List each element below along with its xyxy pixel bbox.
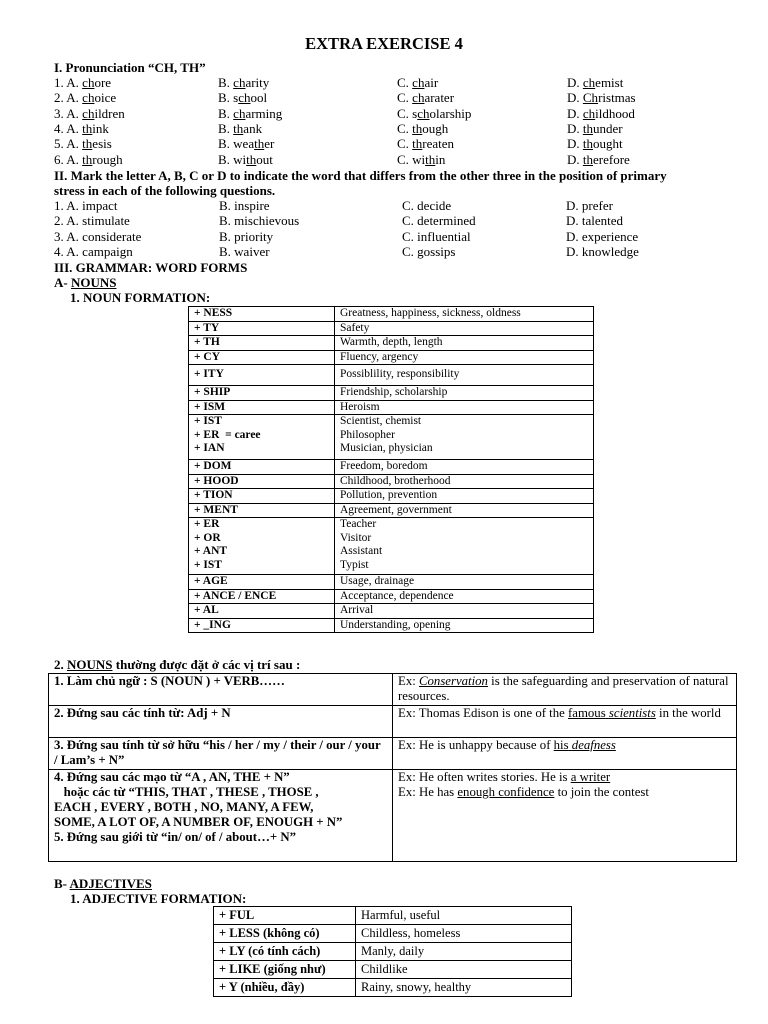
stress-option: 3. A. considerate	[54, 228, 142, 244]
noun-suffix	[189, 518, 335, 575]
table-row	[189, 618, 594, 633]
noun-suffix-line: + DOM	[194, 460, 232, 472]
noun-position-heading	[54, 657, 300, 672]
option-underlined-letters: th	[246, 151, 257, 167]
noun-suffix-line: + IST	[194, 415, 222, 427]
option-suffix: under	[593, 120, 623, 136]
noun-example-line: Safety	[340, 321, 370, 334]
table-row	[49, 674, 737, 706]
adjective-examples: Manly, daily	[356, 943, 572, 961]
np-ex3-u2: deafness	[571, 738, 616, 752]
pronunciation-option	[397, 121, 448, 136]
noun-example-line: Childhood, brotherhood	[340, 474, 451, 487]
stress-option: B. waiver	[219, 243, 270, 259]
option-underlined-letters: ch	[582, 105, 596, 121]
table-row	[189, 604, 594, 619]
np-rule-1: 1. Làm chủ ngữ : S (NOUN ) + VERB……	[49, 674, 393, 706]
noun-example-line: Greatness, happiness, sickness, oldness	[340, 307, 521, 319]
option-underlined-letters: th	[82, 120, 93, 136]
option-prefix: B.	[218, 75, 234, 90]
noun-suffix-line: + MENT	[194, 503, 238, 516]
option-suffix: ool	[250, 90, 268, 106]
option-suffix: oice	[94, 90, 117, 106]
option-prefix: B.	[218, 120, 234, 136]
adjectives-prefix: B-	[54, 876, 70, 891]
noun-examples	[335, 503, 594, 518]
noun-examples	[335, 618, 594, 633]
noun-suffix-line: + ITY	[194, 368, 224, 381]
nouns-prefix: A-	[54, 275, 71, 290]
noun-examples	[335, 604, 594, 619]
np-ex4-2-pre: Ex: He has	[398, 785, 458, 799]
np-heading-num: 2.	[54, 657, 67, 672]
table-row	[189, 460, 594, 475]
page-title: EXTRA EXERCISE 4	[305, 34, 463, 53]
np-rule-4-line3: EACH , EVERY , BOTH , NO, MANY, A FEW,	[54, 800, 314, 814]
noun-suffix-line: + _ING	[194, 618, 231, 631]
option-prefix: 1. A.	[54, 75, 83, 90]
option-underlined-letters: ch	[417, 105, 430, 121]
pronunciation-option	[54, 121, 109, 136]
table-row	[189, 350, 594, 365]
noun-suffix-line: + TY	[194, 321, 220, 334]
np-ex2-u2: scientists	[608, 706, 656, 720]
pronunciation-option	[218, 90, 267, 105]
noun-suffix-line: + TION	[194, 489, 233, 501]
option-prefix: B.	[218, 105, 234, 121]
option-underlined-letters: ch	[233, 75, 246, 90]
option-suffix: emist	[595, 75, 624, 90]
option-suffix: ought	[593, 136, 623, 152]
option-underlined-letters: Ch	[582, 90, 599, 106]
option-prefix: C.	[397, 120, 413, 136]
option-prefix: 5. A.	[54, 136, 83, 152]
noun-examples	[335, 365, 594, 386]
option-underlined-letters: ch	[233, 105, 246, 121]
option-underlined-letters: th	[412, 120, 423, 136]
option-suffix: ore	[94, 75, 112, 90]
table-row	[189, 474, 594, 489]
option-suffix: arming	[245, 105, 283, 121]
pronunciation-option	[397, 152, 445, 167]
option-underlined-letters: ch	[582, 75, 596, 90]
noun-example-line: Visitor	[340, 531, 372, 544]
option-prefix: 2. A.	[54, 90, 83, 106]
np-ex2-post: in the world	[655, 706, 721, 720]
noun-example-line: Assistant	[340, 545, 383, 557]
adjective-examples: Rainy, snowy, healthy	[356, 979, 572, 997]
noun-suffix-line: + HOOD	[194, 474, 239, 487]
noun-examples	[335, 415, 594, 460]
adjective-suffix: + LY (có tính cách)	[214, 943, 356, 961]
option-suffix: out	[256, 151, 273, 167]
noun-suffix	[189, 307, 335, 322]
pronunciation-option	[567, 106, 635, 121]
noun-suffix	[189, 400, 335, 415]
noun-suffix-line: + ER = caree	[194, 428, 261, 441]
option-suffix: air	[424, 75, 439, 90]
stress-option: D. experience	[566, 228, 639, 244]
adjectives-heading	[54, 876, 152, 891]
noun-examples	[335, 307, 594, 322]
option-underlined-letters: th	[233, 120, 244, 136]
noun-suffix	[189, 350, 335, 365]
noun-suffix-line: + AGE	[194, 575, 228, 587]
adjective-formation-heading: 1. ADJECTIVE FORMATION:	[70, 891, 247, 906]
option-suffix: rough	[92, 151, 123, 167]
option-prefix: C.	[397, 136, 413, 152]
noun-examples	[335, 589, 594, 604]
nouns-label: NOUNS	[70, 275, 117, 290]
adjective-examples: Harmful, useful	[356, 907, 572, 925]
pronunciation-option	[397, 136, 454, 151]
stress-option: D. knowledge	[566, 243, 639, 259]
option-underlined-letters: ch	[412, 75, 425, 90]
noun-examples	[335, 386, 594, 401]
pronunciation-option	[397, 106, 471, 121]
table-row	[189, 489, 594, 504]
noun-examples	[335, 518, 594, 575]
pronunciation-option	[54, 75, 111, 90]
adjective-suffix: + LIKE (giống như)	[214, 961, 356, 979]
adjective-suffix: + LESS (không có)	[214, 925, 356, 943]
np-ex4-2-u: enough confidence	[457, 785, 555, 799]
table-row	[189, 307, 594, 322]
pronunciation-option	[397, 75, 438, 90]
pronunciation-option	[567, 90, 636, 105]
table-row	[189, 321, 594, 336]
pronunciation-option	[218, 106, 282, 121]
np-example-1	[393, 674, 737, 706]
np-ex4-line1	[398, 770, 731, 785]
option-prefix: 6. A.	[54, 151, 83, 167]
noun-example-line: Teacher	[340, 518, 377, 530]
noun-example-line: Scientist, chemist	[340, 415, 422, 427]
option-suffix: er	[264, 136, 275, 152]
noun-suffix-line: + NESS	[194, 307, 233, 319]
option-suffix: ank	[243, 120, 263, 136]
table-row	[189, 365, 594, 386]
noun-suffix-line: + SHIP	[194, 386, 231, 398]
option-prefix: D.	[567, 105, 583, 121]
option-suffix: ildhood	[595, 105, 635, 121]
option-suffix: arity	[245, 75, 270, 90]
stress-option: 4. A. campaign	[54, 243, 133, 259]
noun-suffix	[189, 415, 335, 460]
noun-suffix-line: + AL	[194, 604, 219, 616]
np-example-2	[393, 706, 737, 738]
noun-suffix-line: + IAN	[194, 442, 225, 454]
noun-suffix-line: + ANT	[194, 545, 228, 557]
noun-examples	[335, 489, 594, 504]
stress-option: B. mischievous	[219, 213, 300, 229]
option-underlined-letters: ch	[82, 75, 95, 90]
stress-option: B. inspire	[219, 198, 270, 213]
option-suffix: ildren	[94, 105, 125, 121]
table-row	[189, 336, 594, 351]
pronunciation-option	[54, 152, 123, 167]
option-suffix: in	[435, 151, 446, 167]
table-row	[189, 575, 594, 590]
pronunciation-option	[567, 121, 623, 136]
adjective-examples: Childless, homeless	[356, 925, 572, 943]
option-prefix: C. wi	[397, 151, 426, 167]
np-heading-nouns: NOUNS	[67, 657, 113, 672]
noun-suffix-line: + CY	[194, 350, 221, 363]
stress-option: C. gossips	[402, 243, 456, 259]
table-row	[214, 907, 572, 925]
table-row	[214, 979, 572, 997]
adjective-formation-table	[213, 906, 572, 997]
noun-examples	[335, 400, 594, 415]
noun-suffix-line: + TH	[194, 336, 220, 348]
np-rule-4-line4: SOME, A LOT OF, A NUMBER OF, ENOUGH + N”	[54, 815, 343, 829]
table-row	[189, 415, 594, 460]
noun-suffix	[189, 386, 335, 401]
noun-example-line: Heroism	[340, 400, 380, 413]
noun-suffix	[189, 474, 335, 489]
noun-suffix-line: + ISM	[194, 400, 226, 413]
option-prefix: B. wi	[218, 151, 247, 167]
option-prefix: C. s	[397, 105, 418, 121]
noun-examples	[335, 460, 594, 475]
pronunciation-option	[567, 152, 630, 167]
option-prefix: D.	[567, 75, 583, 90]
np-example-4	[393, 770, 737, 862]
noun-suffix	[189, 336, 335, 351]
adjective-examples: Childlike	[356, 961, 572, 979]
stress-option: B. priority	[219, 228, 274, 244]
option-prefix: D.	[567, 90, 583, 106]
np-ex4-line2	[398, 785, 731, 800]
option-underlined-letters: th	[254, 136, 265, 152]
noun-example-line: Pollution, prevention	[340, 489, 438, 501]
np-rule-4-line2: hoặc các từ “THIS, THAT , THESE , THOSE ,	[54, 785, 319, 799]
stress-option: C. decide	[402, 198, 452, 213]
pronunciation-option	[567, 136, 623, 151]
option-prefix: 3. A.	[54, 105, 83, 121]
nouns-heading	[54, 275, 116, 290]
pronunciation-option	[218, 136, 274, 151]
noun-example-line: Acceptance, dependence	[340, 589, 454, 602]
np-ex1-pre: Ex:	[398, 674, 419, 688]
option-suffix: erefore	[593, 151, 630, 167]
option-underlined-letters: th	[412, 136, 423, 152]
option-prefix: C.	[397, 90, 413, 106]
np-ex2-pre: Ex: Thomas Edison is one of the	[398, 706, 569, 720]
adjectives-label: ADJECTIVES	[69, 876, 152, 891]
pronunciation-option	[218, 121, 262, 136]
pronunciation-option	[218, 75, 269, 90]
noun-example-line: Warmth, depth, length	[340, 336, 443, 348]
noun-example-line: Usage, drainage	[340, 575, 415, 587]
noun-formation-heading: 1. NOUN FORMATION:	[70, 290, 211, 305]
noun-examples	[335, 321, 594, 336]
noun-examples	[335, 575, 594, 590]
option-suffix: ough	[422, 120, 449, 136]
table-row	[49, 770, 737, 862]
noun-example-line: Agreement, government	[340, 503, 452, 516]
np-ex4-1-pre: Ex: He often writes stories. He is	[398, 770, 571, 784]
option-prefix: D.	[567, 120, 583, 136]
option-prefix: C.	[397, 75, 413, 90]
section-2-heading-line2: stress in each of the following questions.	[54, 183, 276, 198]
np-example-3	[393, 738, 737, 770]
stress-option: C. determined	[402, 213, 476, 229]
noun-suffix-line: + ER	[194, 518, 220, 530]
adjective-suffix: + Y (nhiều, đầy)	[214, 979, 356, 997]
noun-examples	[335, 474, 594, 489]
np-ex3-pre: Ex: He is unhappy because of	[398, 738, 554, 752]
table-row	[214, 943, 572, 961]
option-underlined-letters: ch	[238, 90, 251, 106]
option-suffix: reaten	[422, 136, 455, 152]
np-rule-4-line1: 4. Đứng sau các mạo từ “A , AN, THE + N”	[54, 770, 290, 784]
section-3-heading: III. GRAMMAR: WORD FORMS	[54, 260, 248, 275]
pronunciation-option	[218, 152, 273, 167]
stress-option: C. influential	[402, 228, 471, 244]
stress-option: 1. A. impact	[54, 198, 118, 213]
option-underlined-letters: th	[82, 136, 93, 152]
table-row	[49, 738, 737, 770]
np-ex1-em: Conservation	[418, 674, 488, 688]
noun-example-line: Understanding, opening	[340, 618, 451, 631]
table-row	[189, 386, 594, 401]
option-underlined-letters: ch	[82, 90, 95, 106]
noun-example-line: Possiblility, responsibility	[340, 368, 460, 381]
noun-suffix	[189, 460, 335, 475]
table-row	[189, 589, 594, 604]
np-ex1-post: is the safeguarding and preservation of natural resources.	[398, 674, 729, 703]
noun-example-line: Fluency, argency	[340, 350, 419, 363]
noun-suffix	[189, 604, 335, 619]
option-prefix: 4. A.	[54, 120, 83, 136]
noun-positions-table	[48, 673, 737, 862]
table-row	[189, 518, 594, 575]
option-prefix: D.	[567, 151, 583, 167]
noun-example-line: Freedom, boredom	[340, 460, 428, 472]
noun-suffix-line: + ANCE / ENCE	[194, 589, 277, 602]
option-underlined-letters: th	[582, 120, 594, 136]
option-underlined-letters: th	[582, 136, 594, 152]
noun-suffix	[189, 489, 335, 504]
noun-suffix-line: + OR	[194, 531, 221, 544]
option-underlined-letters: ch	[412, 90, 425, 106]
table-row	[189, 400, 594, 415]
option-prefix: B. s	[218, 90, 239, 106]
np-rule-3: 3. Đứng sau tính từ sở hữu “his / her / my / their / our / your / Lam’s + N”	[49, 738, 393, 770]
option-suffix: ristmas	[598, 90, 636, 106]
pronunciation-option	[54, 90, 116, 105]
table-row	[214, 961, 572, 979]
stress-option: 2. A. stimulate	[54, 213, 130, 229]
stress-option: D. prefer	[566, 198, 613, 213]
adjective-suffix: + FUL	[214, 907, 356, 925]
noun-suffix-line: + IST	[194, 558, 222, 571]
section-2-heading-line1: II. Mark the letter A, B, C or D to indicate the word that differs from the other three in the position of primary	[54, 168, 667, 183]
section-1-heading: I. Pronunciation “CH, TH”	[54, 60, 206, 75]
option-underlined-letters: th	[582, 151, 594, 167]
noun-suffix	[189, 365, 335, 386]
option-suffix: esis	[92, 136, 112, 152]
option-suffix: olarship	[429, 105, 472, 121]
noun-example-line: Typist	[340, 558, 369, 571]
np-ex2-u1: famous	[568, 706, 606, 720]
noun-example-line: Arrival	[340, 604, 374, 616]
noun-suffix	[189, 321, 335, 336]
option-underlined-letters: ch	[82, 105, 95, 121]
option-prefix: B. wea	[218, 136, 255, 152]
np-rule-4-5	[49, 770, 393, 862]
stress-option: D. talented	[566, 213, 624, 229]
pronunciation-option	[54, 106, 125, 121]
noun-examples	[335, 350, 594, 365]
noun-examples	[335, 336, 594, 351]
np-ex4-1-u: a writer	[570, 770, 611, 784]
np-rule-2: 2. Đứng sau các tính từ: Adj + N	[49, 706, 393, 738]
noun-formation-table	[188, 306, 594, 633]
pronunciation-option	[54, 136, 112, 151]
noun-example-line: Musician, physician	[340, 442, 433, 454]
option-suffix: arater	[424, 90, 455, 106]
np-rule-5: 5. Đứng sau giới từ “in/ on/ of / about…+ N”	[54, 830, 296, 844]
noun-suffix	[189, 503, 335, 518]
np-heading-rest: thường được đặt ở các vị trí sau :	[112, 657, 301, 672]
option-underlined-letters: th	[82, 151, 93, 167]
pronunciation-option	[397, 90, 454, 105]
np-ex4-2-post: to join the contest	[554, 785, 649, 799]
table-row	[214, 925, 572, 943]
option-underlined-letters: th	[425, 151, 436, 167]
pronunciation-option	[567, 75, 623, 90]
noun-suffix	[189, 575, 335, 590]
noun-suffix	[189, 589, 335, 604]
noun-example-line: Friendship, scholarship	[340, 386, 448, 398]
np-ex3-u1: his	[553, 738, 569, 752]
noun-example-line: Philosopher	[340, 428, 395, 441]
table-row	[49, 706, 737, 738]
option-prefix: D.	[567, 136, 583, 152]
table-row	[189, 503, 594, 518]
option-suffix: ink	[92, 120, 109, 136]
noun-suffix	[189, 618, 335, 633]
